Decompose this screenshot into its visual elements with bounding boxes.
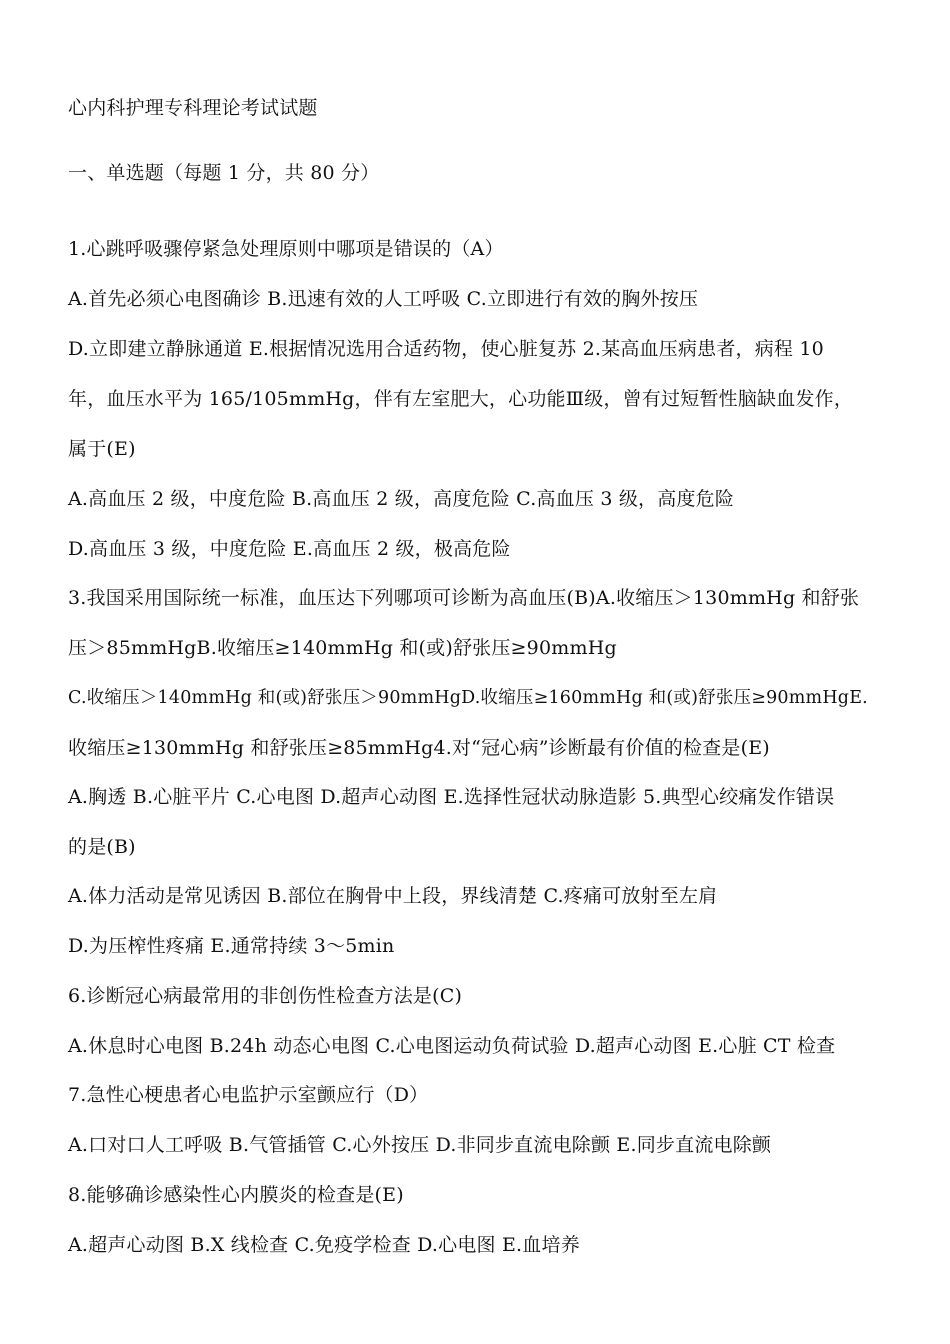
text-line: 1.心跳呼吸骤停紧急处理原则中哪项是错误的（A） (68, 238, 504, 260)
text-line: 3.我国采用国际统一标准，血压达下列哪项可诊断为高血压(B)A.收缩压＞130mmHg 和舒张 (68, 587, 860, 609)
text-line: A.口对口人工呼吸 B.气管插管 C.心外按压 D.非同步直流电除颤 E.同步直流电除颤 (68, 1134, 772, 1156)
text-line: A.首先必须心电图确诊 B.迅速有效的人工呼吸 C.立即进行有效的胸外按压 (68, 288, 699, 310)
text-line: C.收缩压＞140mmHg 和(或)舒张压＞90mmHgD.收缩压≥160mmHg 和(或)舒张压≥90mmHgE. (68, 688, 868, 708)
text-line: D.为压榨性疼痛 E.通常持续 3～5min (68, 935, 395, 957)
text-line: 年，血压水平为 165/105mmHg，伴有左室肥大，心功能Ⅲ级，曾有过短暂性脑缺血发作， (68, 388, 854, 410)
text-line: A.高血压 2 级，中度危险 B.高血压 2 级，高度危险 C.高血压 3 级，高度危险 (68, 488, 735, 510)
text-line: 7.急性心梗患者心电监护示室颤应行（D） (68, 1084, 429, 1106)
text-line: A.胸透 B.心脏平片 C.心电图 D.超声心动图 E.选择性冠状动脉造影 5.典型心绞痛发作错误 (68, 786, 835, 808)
text-line: 收缩压≥130mmHg 和舒张压≥85mmHg4.对“冠心病”诊断最有价值的检查是(E) (68, 737, 770, 759)
text-line: 属于(E) (68, 438, 136, 460)
text-line: 压＞85mmHgB.收缩压≥140mmHg 和(或)舒张压≥90mmHg (68, 637, 617, 659)
text-line: A.超声心动图 B.X 线检查 C.免疫学检查 D.心电图 E.血培养 (68, 1234, 580, 1256)
text-line: D.立即建立静脉通道 E.根据情况选用合适药物，使心脏复苏 2.某高血压病患者，病程 10 (68, 338, 824, 360)
document-title: 心内科护理专科理论考试试题 (68, 97, 318, 119)
text-line: 6.诊断冠心病最常用的非创伤性检查方法是(C) (68, 985, 463, 1007)
text-line: D.高血压 3 级，中度危险 E.高血压 2 级，极高危险 (68, 538, 511, 560)
text-line: A.休息时心电图 B.24h 动态心电图 C.心电图运动负荷试验 D.超声心动图 E.心脏 CT 检查 (68, 1035, 836, 1057)
text-line: 的是(B) (68, 836, 136, 858)
section-heading: 一、单选题（每题 1 分，共 80 分） (68, 162, 380, 184)
text-line: 8.能够确诊感染性心内膜炎的检查是(E) (68, 1184, 404, 1206)
text-line: A.体力活动是常见诱因 B.部位在胸骨中上段，界线清楚 C.疼痛可放射至左肩 (68, 885, 718, 907)
